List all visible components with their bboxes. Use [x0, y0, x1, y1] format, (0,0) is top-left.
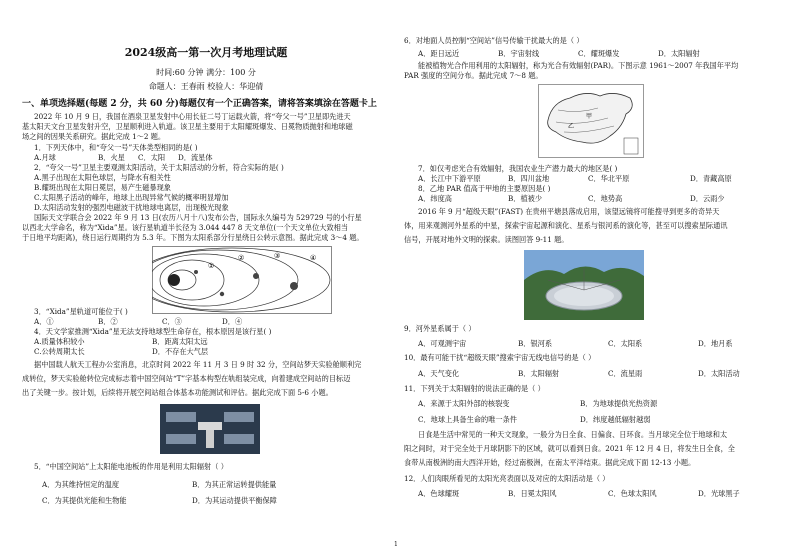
intro-3-line: 出了关键一步。按计划，后续将开展空间站组合体基本功能测试和评估。据此完成下面 5-6 小题。 [22, 388, 333, 397]
q11-option-a[interactable]: A．来源于太阳外部的核裂变 [418, 399, 510, 408]
q12-option-a[interactable]: A．色球耀斑 [418, 489, 460, 498]
q6-option-a[interactable]: A．距日远近 [418, 49, 460, 58]
q8-option-d[interactable]: D．云雨少 [690, 194, 725, 203]
page-number: 1 [394, 541, 398, 548]
q8-option-c[interactable]: C．地势高 [588, 194, 623, 203]
q10-option-a[interactable]: A．天气变化 [418, 369, 460, 378]
question-7-stem: 7．如仅考虑光合有效辐射，我国农业生产潜力最大的地区是( ) [418, 164, 618, 173]
q7-option-c[interactable]: C．华北平原 [588, 174, 630, 183]
intro-4-line: PAR 强度的空间分布。据此完成 7～8 题。 [404, 71, 543, 80]
question-4-stem: 4．天文学家推测“Xida”星无法支持地球型生命存在，根本原因是该行星( ) [34, 327, 272, 336]
intro-1-line: 基太阳天文台卫星发射升空，卫星顺利进入轨道。该卫星主要用于太阳耀斑爆发、日冕物质抛射和地球磁 [22, 122, 353, 131]
q12-option-c[interactable]: C．色球太阳风 [608, 489, 657, 498]
space-station-image [160, 404, 260, 454]
q4-option-d[interactable]: D．不存在大气层 [152, 347, 209, 356]
question-8-stem: 8．乙地 PAR 值高于甲地的主要原因是( ) [418, 184, 551, 193]
intro-6-line: 阳之间时，对于完全处于月球阴影下的区域，就可以看到日食。2021 年 12 月 4 日，将发生日全食，全 [404, 444, 735, 453]
q3-option-d[interactable]: D．④ [222, 317, 243, 326]
q4-option-a[interactable]: A.质量体积较小 [34, 337, 85, 346]
china-par-map [538, 84, 644, 158]
q1-option-c[interactable]: C．太阳 [138, 153, 166, 162]
exam-time-score: 时间:60 分钟 满分：100 分 [156, 68, 256, 77]
orbit-label-3: ③ [274, 252, 281, 260]
question-1-stem: 1．下列天体中，和“夸父一号”天体类型相同的是( ) [34, 143, 198, 152]
fast-telescope-image [524, 250, 644, 320]
q4-option-c[interactable]: C.公转周期太长 [34, 347, 85, 356]
question-5-stem: 5．“中国空间站”上太阳能电池板的作用是利用太阳辐射（ ） [34, 462, 228, 471]
question-9-stem: 9．河外星系属于（ ） [404, 324, 476, 333]
q8-option-a[interactable]: A．纬度高 [418, 194, 452, 203]
intro-1-line: 2022 年 10 月 9 日，我国在酒泉卫星发射中心用长征二号丁运载火箭，将“夸父一号”卫星即先进天 [34, 112, 351, 121]
intro-3-line: 成转位，梦天实验舱转位完成标志着中国空间站“T”字基本构型在轨组装完成，向着建成空间站的目标迈 [22, 374, 351, 383]
intro-5-line: 信号，开展对地外文明的探索。读图回答 9-11 题。 [404, 235, 569, 244]
intro-2-line: 国际天文学联合会 2022 年 9 月 13 日(农历八月十八)发布公告，国际永久编号为 529729 号的小行星 [34, 213, 362, 222]
map-label-jia: 甲 [586, 113, 593, 120]
q10-option-d[interactable]: D．太阳活动 [698, 369, 740, 378]
q2-option-b[interactable]: B.耀斑出现在太阳日冕层，易产生磁暴现象 [34, 183, 171, 192]
question-3-stem: 3．“Xida”星轨道可能位于( ) [34, 307, 128, 316]
question-6-stem: 6．对地面人员控制“空间站”信号传输干扰最大的是（ ） [404, 36, 584, 45]
intro-5-line: 体，用来观测河外星系的中星，探索宇宙起源和演化、星系与银河系的演化等，甚至可以搜索星际通讯 [404, 221, 728, 230]
section-heading: 一、单项选择题(每题 2 分，共 60 分)每题仅有一个正确答案，请将答案填涂在答题卡上 [22, 99, 377, 109]
exam-title: 2024级高一第一次月考地理试题 [124, 46, 288, 59]
q11-option-b[interactable]: B．为地球提供光热资源 [580, 399, 658, 408]
q1-option-a[interactable]: A.月球 [34, 153, 56, 162]
q2-option-d[interactable]: D.太阳活动发射的强烈电磁波干扰地球电离层，出现极光现象 [34, 203, 229, 212]
question-11-stem: 11．下列关于太阳辐射的说法正确的是（ ） [404, 384, 545, 393]
q12-option-b[interactable]: B．日冕太阳风 [508, 489, 557, 498]
question-12-stem: 12．人们肉眼所看见的太阳光亮表面以及对应的太阳活动是（ ） [404, 474, 610, 483]
q5-option-c[interactable]: C．为其提供光能和生物能 [42, 496, 127, 505]
map-label-yi: 乙 [568, 123, 575, 130]
question-10-stem: 10．最有可能干扰“超级天眼”搜索宇宙无线电信号的是（ ） [404, 353, 596, 362]
q5-option-b[interactable]: B．为其正常运转提供能量 [192, 480, 277, 489]
orbit-label-4: ④ [310, 254, 317, 262]
intro-6-line: 日食是生活中常见的一种天文现象，一般分为日全食、日偏食、日环食。当月球完全位于地球和太 [418, 430, 728, 439]
q9-option-c[interactable]: C．太阳系 [608, 339, 643, 348]
q5-option-d[interactable]: D．为其运动提供平衡保障 [192, 496, 277, 505]
q1-option-d[interactable]: D．流星体 [178, 153, 213, 162]
q8-option-b[interactable]: B．植被少 [508, 194, 543, 203]
intro-2-line: 以西北大学命名，称为“Xida”星。该行星轨道半长径为 3.044 447 8 天文单位(一个天文单位大致相当 [22, 223, 349, 232]
intro-5-line: 2016 年 9 月“超级天眼”(FAST) 在贵州平塘县落成启用，该望远镜将可能搜寻到更多的奇异天 [418, 207, 720, 216]
intro-1-line: 场之间的因果关系研究。据此完成 1～2 题。 [22, 132, 166, 141]
q7-option-d[interactable]: D．青藏高原 [690, 174, 732, 183]
q6-option-d[interactable]: D．太阳辐射 [658, 49, 700, 58]
q11-option-c[interactable]: C．地球上具备生命的唯一条件 [418, 415, 517, 424]
q4-option-b[interactable]: B．距离太阳太远 [152, 337, 208, 346]
intro-4-line: 能被植物光合作用利用的太阳辐射，称为光合有效辐射(PAR)。下图示意 1961～2007 年我国年平均 [418, 61, 739, 70]
q3-option-c[interactable]: C．③ [162, 317, 182, 326]
intro-6-line: 食带从南极洲的南大西洋开始，经过南极洲，在南太平洋结束。据此完成下面 12-13 小题。 [404, 458, 696, 467]
orbit-label-1: ① [208, 262, 215, 270]
q10-option-c[interactable]: C．流星雨 [608, 369, 643, 378]
q9-option-b[interactable]: B．银河系 [518, 339, 553, 348]
q3-option-b[interactable]: B．② [98, 317, 118, 326]
q3-option-a[interactable]: A．① [34, 317, 54, 326]
solar-system-orbit-figure [152, 246, 332, 314]
exam-authors: 命题人：王春雨 校验人：华迎倩 [148, 82, 264, 91]
q12-option-d[interactable]: D．光球黑子 [698, 489, 740, 498]
q2-option-a[interactable]: A.黑子出现在太阳色球层，与降水有相关性 [34, 173, 171, 182]
q7-option-b[interactable]: B．四川盆地 [508, 174, 550, 183]
q2-option-c[interactable]: C.太阳黑子活动的峰年，地球上出现异常气候的概率明显增加 [34, 193, 229, 202]
q5-option-a[interactable]: A．为其维持恒定的温度 [42, 480, 120, 489]
orbit-label-2: ② [238, 254, 245, 262]
q1-option-b[interactable]: B．火星 [98, 153, 125, 162]
q6-option-c[interactable]: C．耀斑爆发 [578, 49, 620, 58]
q7-option-a[interactable]: A．长江中下游平原 [418, 174, 481, 183]
question-2-stem: 2．“夸父一号”卫星主要观测太阳活动，关于太阳活动的分析，符合实际的是( ) [34, 163, 284, 172]
q9-option-a[interactable]: A．可观测宇宙 [418, 339, 467, 348]
q6-option-b[interactable]: B．宇宙射线 [498, 49, 540, 58]
q11-option-d[interactable]: D．纬度越低辐射越弱 [580, 415, 651, 424]
intro-2-line: 于日地平均距离)，绕日运行周期约为 5.3 年。下图为太阳系部分行星绕日公转示意图。据此完成 3～4 题。 [22, 233, 364, 242]
intro-3-line: 据中国载人航天工程办公室消息，北京时间 2022 年 11 月 3 日 9 时 32 分，空间站梦天实验舱顺利完 [34, 360, 362, 369]
q10-option-b[interactable]: B．太阳辐射 [518, 369, 560, 378]
q9-option-d[interactable]: D．地月系 [698, 339, 733, 348]
